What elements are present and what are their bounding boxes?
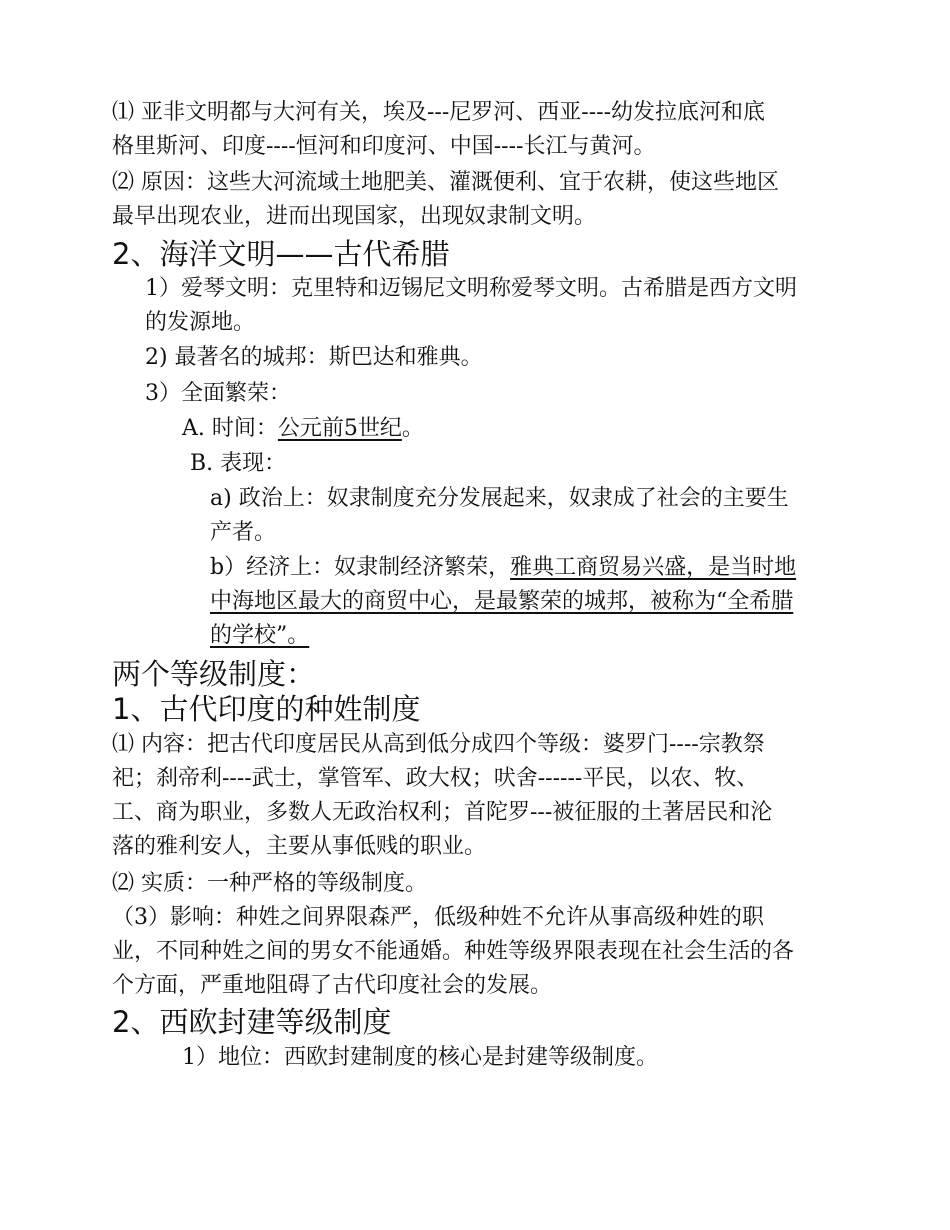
economy-text: b）经济上：奴隶制经济繁荣， [210, 555, 511, 580]
economy-underlined: 中海地区最大的商贸中心，是最繁荣的城邦，被称为“全希腊 [210, 589, 794, 614]
text-line [210, 585, 838, 619]
heading-feudal-hierarchy: 2、西欧封建等级制度 [112, 1005, 392, 1039]
text-line: 的发源地。 [145, 310, 256, 335]
economy-underlined: 雅典工商贸易兴盛，是当时地 [510, 555, 797, 580]
item-prosperity: 3）全面繁荣： [145, 381, 291, 406]
text-line: 最早出现农业，进而出现国家，出现奴隶制文明。 [112, 204, 597, 229]
text-line: ⑵ 原因：这些大河流域土地肥美、灌溉便利、宜于农耕，使这些地区 [112, 170, 779, 195]
text-line [210, 619, 838, 653]
item-manifestation: B. 表现： [190, 451, 287, 476]
text-line: ⑴ 亚非文明都与大河有关，埃及---尼罗河、西亚----幼发拉底河和底 [112, 100, 766, 125]
text-line: 个方面，严重地阻碍了古代印度社会的发展。 [112, 973, 553, 998]
item-city-states: 2) 最著名的城邦：斯巴达和雅典。 [145, 345, 483, 370]
text-line: 祀；刹帝利----武士，掌管军、政大权；吠舍------平民，以农、牧、 [112, 766, 759, 791]
text-line: 格里斯河、印度----恒河和印度河、中国----长江与黄河。 [112, 134, 656, 159]
item-feudal-status: 1）地位：西欧封建制度的核心是封建等级制度。 [182, 1045, 658, 1070]
item-aegean [145, 272, 838, 340]
heading-two-hierarchies: 两个等级制度： [112, 657, 316, 691]
text-line: a) 政治上：奴隶制度充分发展起来，奴隶成了社会的主要生 [210, 486, 789, 511]
item-time [182, 412, 838, 446]
para-civilization-reason [112, 166, 838, 234]
text-line: （3）影响：种姓之间界限森严，低级种姓不允许从事高级种姓的职 [112, 905, 764, 930]
para-caste-content [112, 728, 838, 864]
time-value: 公元前5世纪 [277, 416, 402, 441]
text-line: 产者。 [210, 520, 277, 545]
para-caste-essence: ⑵ 实质：一种严格的等级制度。 [112, 871, 427, 896]
text-line [210, 551, 838, 585]
para-caste-influence [112, 901, 838, 1003]
text-line: 业，不同种姓之间的男女不能通婚。种姓等级界限表现在社会生活的各 [112, 939, 795, 964]
heading-ocean-civilization: 2、海洋文明——古代希腊 [112, 237, 450, 271]
text-line: 1）爱琴文明：克里特和迈锡尼文明称爱琴文明。古希腊是西方文明 [145, 276, 797, 301]
time-label: A. 时间： [182, 416, 278, 441]
item-economy [210, 551, 838, 653]
economy-underlined: 的学校”。 [210, 623, 310, 648]
text-line: ⑴ 内容：把古代印度居民从高到低分成四个等级：婆罗门----宗教祭 [112, 732, 765, 757]
text-line: 落的雅利安人，主要从事低贱的职业。 [112, 834, 487, 859]
para-civilization-rivers [112, 96, 838, 164]
text-line: 工、商为职业，多数人无政治权利；首陀罗---被征服的土著居民和沦 [112, 800, 773, 825]
item-politics [210, 482, 838, 550]
time-period: 。 [401, 416, 424, 441]
heading-caste-system: 1、古代印度的种姓制度 [112, 692, 421, 726]
